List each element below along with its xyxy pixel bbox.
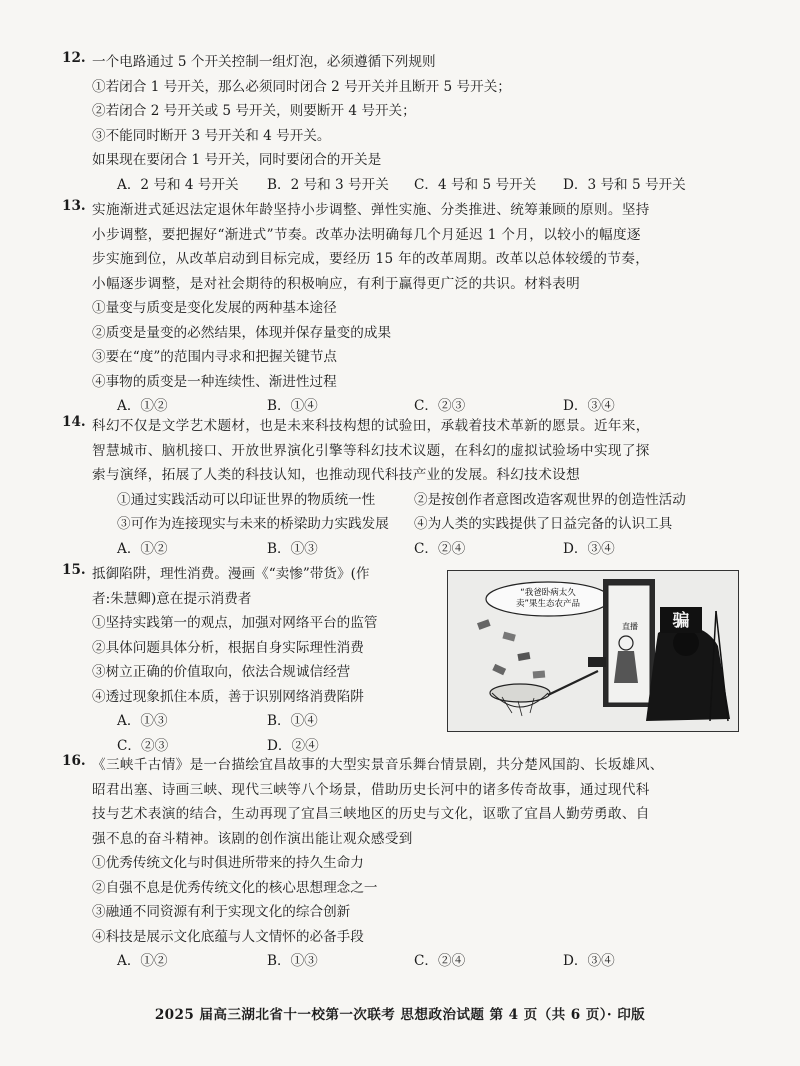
rule-3: ③不能同时断开 3 号开关和 4 号开关。: [92, 127, 331, 144]
statement-3: ③树立正确的价值取向，依法合规诚信经营: [92, 664, 351, 680]
question-number: 16.: [62, 753, 86, 769]
phone-icon: [588, 657, 606, 667]
option-c[interactable]: C．②④: [414, 540, 466, 557]
stem-line: 小步调整，要把握好“渐进式”节奏。改革办法明确每几个月延迟 1 个月，以较小的幅度逐: [92, 226, 641, 243]
statement-1: ①量变与质变是变化发展的两种基本途径: [92, 300, 337, 316]
statement-4: ④透过现象抓住本质，善于识别网络消费陷阱: [92, 688, 364, 705]
option-a[interactable]: A．①②: [117, 953, 168, 969]
question-12: [62, 50, 732, 197]
page-footer: 2025 届高三湖北省十一校第一次联考 思想政治试题 第 4 页（共 6 页）· 印版: [154, 1007, 646, 1023]
statement-4: ④科技是展示文化底蕴与人文情怀的必备手段: [92, 928, 364, 945]
option-a[interactable]: A．①②: [117, 540, 168, 557]
stem-line: 实施渐进式延迟法定退休年龄坚持小步调整、弹性实施、分类推进、统筹兼顾的原则。坚持: [92, 202, 650, 218]
stem-line: 强不息的奋斗精神。该剧的创作演出能让观众感受到: [92, 830, 413, 847]
question-prompt: 如果现在要闭合 1 号开关，同时要闭合的开关是: [92, 152, 382, 168]
question-stem: 一个电路通过 5 个开关控制一组灯泡，必须遵循下列规则: [92, 54, 436, 70]
question-16: [62, 753, 732, 974]
option-a[interactable]: A．①③: [117, 713, 168, 729]
option-d[interactable]: D．③④: [563, 953, 615, 969]
option-b[interactable]: B．2 号和 3 号开关: [267, 176, 389, 193]
answer-options: [92, 949, 732, 974]
statement-3: ③可作为连接现实与未来的桥梁助力实践发展: [117, 516, 389, 532]
answer-options-row-1: [92, 709, 437, 734]
option-d[interactable]: D．3 号和 5 号开关: [563, 176, 686, 193]
statement-row: [92, 512, 732, 537]
stem-line: 者:朱慧卿)意在提示消费者: [92, 590, 252, 607]
seller-body: [614, 651, 638, 683]
option-d[interactable]: D．③④: [563, 540, 615, 557]
live-tag: 直播: [622, 622, 638, 631]
option-c[interactable]: C．4 号和 5 号开关: [414, 176, 537, 193]
statement-2: ②质变是量变的必然结果，体现并保存量变的成果: [92, 324, 392, 341]
bubble-text-1: “我爸卧病太久: [520, 588, 576, 598]
answer-options: [92, 173, 732, 198]
statement-2: ②自强不息是优秀传统文化的核心思想理念之一: [92, 879, 378, 896]
money-icon: [533, 670, 546, 678]
question-number: 15.: [62, 562, 86, 578]
stem-line: 科幻不仅是文学艺术题材，也是未来科技构想的试验田，承载着技术革新的愿景。近年来，: [92, 418, 650, 434]
statement-row: [92, 488, 732, 513]
option-c[interactable]: C．②③: [414, 398, 466, 414]
stem-line: 昭君出塞、诗画三峡、现代三峡等八个场景，借助历史长河中的诸多传奇故事，通过现代科: [92, 781, 650, 798]
option-b[interactable]: B．①④: [267, 713, 318, 729]
question-13: [62, 198, 732, 419]
stem-line: 技与艺术表演的结合，生动再现了宜昌三峡地区的历史与文化，讴歌了宜昌人勤劳勇敢、自: [92, 806, 650, 822]
statement-4: ④事物的质变是一种连续性、渐进性过程: [92, 373, 337, 390]
option-a[interactable]: A．2 号和 4 号开关: [117, 176, 239, 193]
rule-2: ②若闭合 2 号开关或 5 号开关，则要断开 4 号开关；: [92, 103, 416, 119]
bubble-text-2: 卖”果生态农产品: [516, 599, 580, 609]
statement-1: ①通过实践活动可以印证世界的物质统一性: [117, 491, 376, 508]
question-number: 14.: [62, 414, 86, 430]
option-d[interactable]: D．②④: [267, 737, 319, 754]
cartoon-illustration: [447, 570, 739, 732]
sign-text: 骗: [672, 611, 690, 631]
question-number: 13.: [62, 198, 86, 214]
screen-frame: [608, 585, 650, 703]
stem-line: 步实施到位，从改革启动到目标完成，要经历 15 年的改革周期。改革以总体较缓的节奏，: [92, 251, 650, 267]
rule-1: ①若闭合 1 号开关，那么必须同时闭合 2 号开关并且断开 5 号开关；: [92, 78, 511, 95]
question-15: [62, 562, 437, 758]
stem-line: 小幅逐步调整，是对社会期待的积极响应，有利于赢得更广泛的共识。材料表明: [92, 275, 581, 292]
option-c[interactable]: C．②④: [414, 953, 466, 969]
scammer-head: [673, 630, 699, 656]
statement-2: ②是按创作者意图改造客观世界的创造性活动: [414, 491, 686, 508]
stem-line: 索与演绎，拓展了人类的科技认知，也推动现代科技产业的发展。科幻技术设想: [92, 467, 581, 483]
question-number: 12.: [62, 50, 86, 66]
statement-1: ①优秀传统文化与时俱进所带来的持久生命力: [92, 855, 364, 871]
statement-4: ④为人类的实践提供了日益完备的认识工具: [414, 516, 673, 532]
option-d[interactable]: D．③④: [563, 398, 615, 414]
option-c[interactable]: C．②③: [117, 737, 169, 754]
option-a[interactable]: A．①②: [117, 398, 168, 414]
answer-options: [92, 537, 732, 562]
stem-line: 智慧城市、脑机接口、开放世界演化引擎等科幻技术议题，在科幻的虚拟试验场中实现了探: [92, 442, 650, 459]
option-b[interactable]: B．①④: [267, 398, 318, 414]
question-14: [62, 414, 732, 561]
statement-3: ③要在“度”的范围内寻求和把握关键节点: [92, 349, 337, 365]
cartoon-drawing: [448, 571, 738, 731]
statement-3: ③融通不同资源有利于实现文化的综合创新: [92, 904, 351, 920]
statement-1: ①坚持实践第一的观点，加强对网络平台的监管: [92, 615, 378, 631]
stem-line: 《三峡千古情》是一台描绘宜昌故事的大型实景音乐舞台情景剧，共分楚风国韵、长坂雄风、: [92, 757, 664, 773]
stem-line: 抵御陷阱，理性消费。漫画《“卖惨”带货》(作: [92, 566, 370, 582]
option-b[interactable]: B．①③: [267, 540, 318, 557]
statement-2: ②具体问题具体分析，根据自身实际理性消费: [92, 639, 364, 656]
option-b[interactable]: B．①③: [267, 953, 318, 969]
